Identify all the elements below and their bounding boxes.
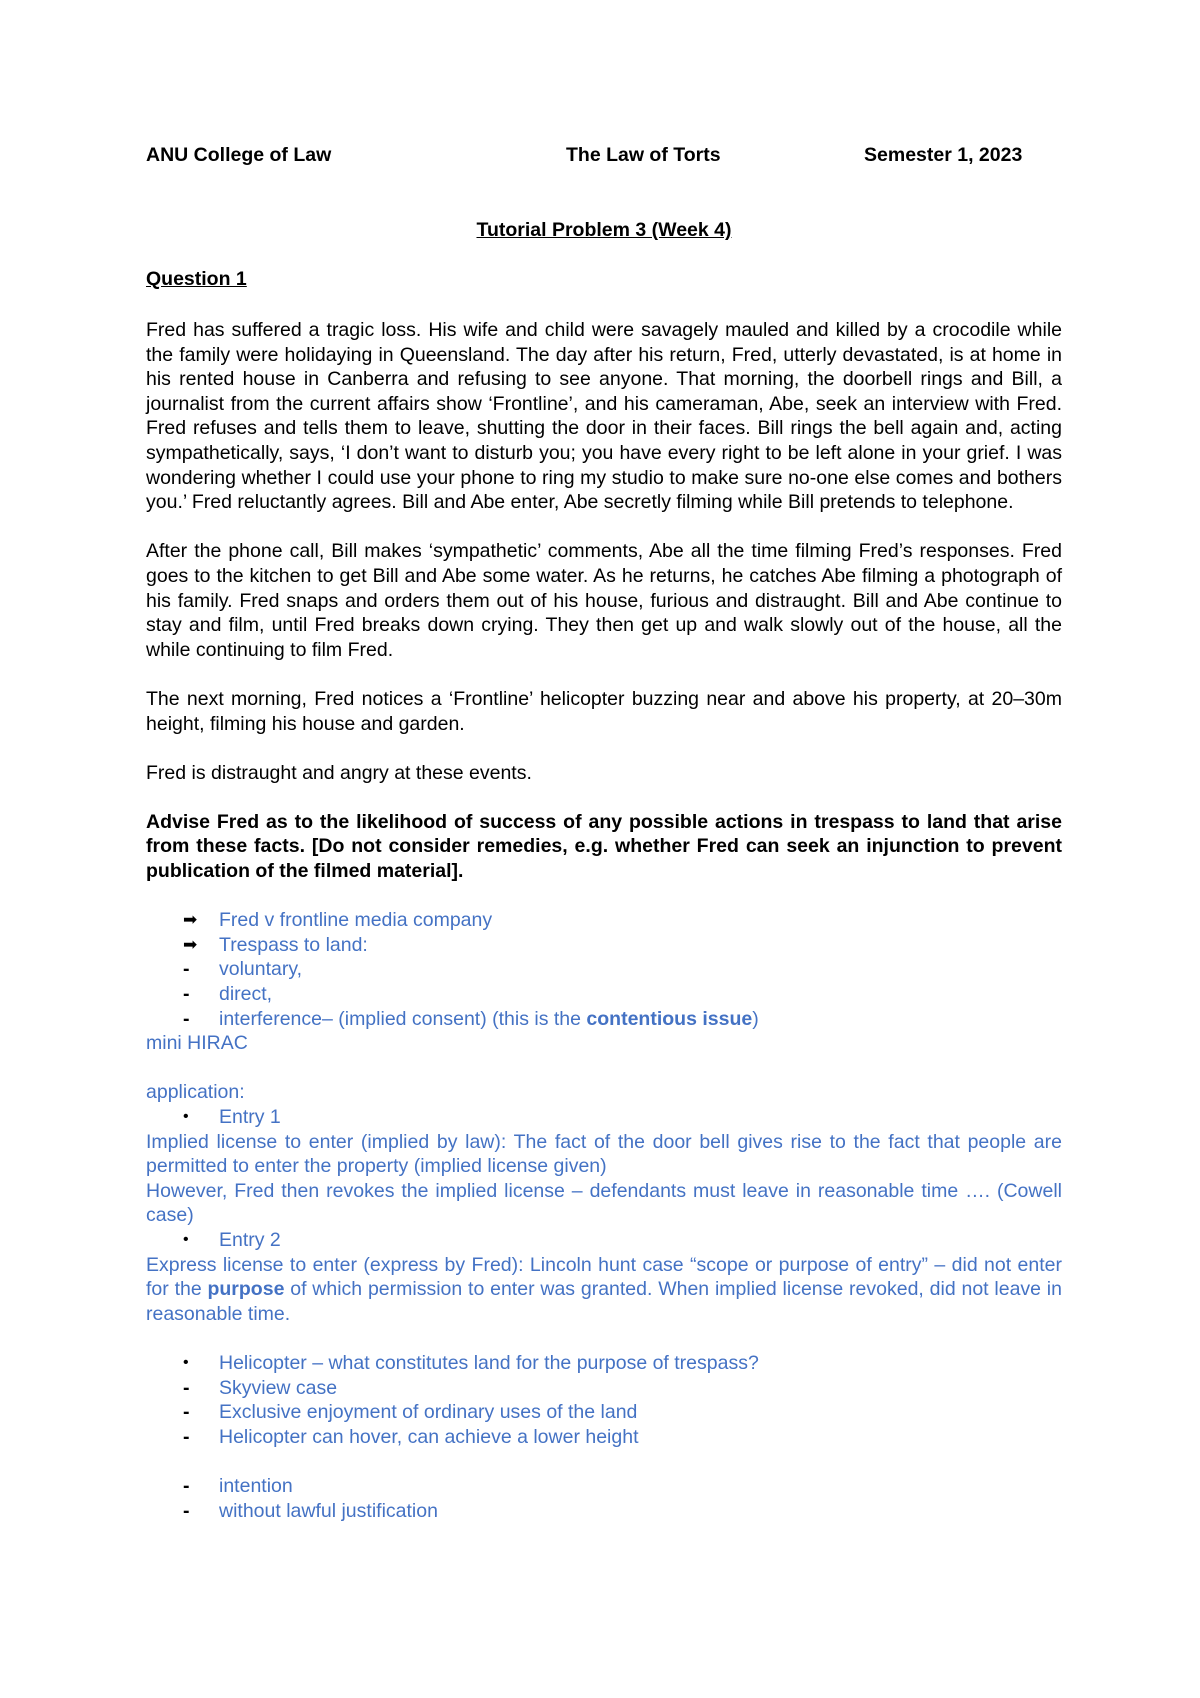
dash-icon: - bbox=[183, 983, 190, 1006]
dash-icon: - bbox=[183, 1425, 190, 1448]
list-item bbox=[146, 1400, 1062, 1425]
bullet-icon: • bbox=[183, 1230, 189, 1248]
list-item bbox=[146, 908, 1062, 933]
entry-2-label: Entry 2 bbox=[219, 1228, 281, 1251]
document-page bbox=[146, 0, 1062, 1698]
document-header bbox=[146, 144, 1062, 172]
list-item bbox=[146, 957, 1062, 982]
student-notes bbox=[146, 908, 1062, 1523]
page-title: Tutorial Problem 3 (Week 4) bbox=[476, 219, 732, 241]
facts-paragraph-2: After the phone call, Bill makes ‘sympathetic’ comments, Abe all the time filming Fred’s responses. Fred goes to the kitchen to get Bill and Abe some water. As he returns, he catches Abe filming a photograph of his family. Fred snaps and orders them out of his house, furious and distraught. Bill and Abe continue to stay and film, until Fred breaks down crying. They then get up and walk slowly out of the house, all the while continuing to film Fred. bbox=[146, 540, 1062, 661]
header-semester: Semester 1, 2023 bbox=[864, 144, 1023, 166]
spacer bbox=[146, 1326, 1062, 1351]
question-heading: Question 1 bbox=[146, 268, 247, 290]
list-item-text: Fred v frontline media company bbox=[219, 909, 493, 932]
entry-1-list bbox=[146, 1105, 1062, 1130]
list-item bbox=[146, 1228, 1062, 1253]
arrow-icon: ➡ bbox=[183, 910, 198, 930]
list-item-text: Skyview case bbox=[219, 1376, 338, 1399]
list-item-text: Exclusive enjoyment of ordinary uses of the land bbox=[219, 1401, 638, 1424]
list-item bbox=[146, 1425, 1062, 1450]
facts-paragraph-1: Fred has suffered a tragic loss. His wife and child were savagely mauled and killed by a crocodile while the family were holidaying in Queensland. The day after his return, Fred, utterly devastated, is at home in his rented house in Canberra and refusing to see anyone. That morning, the doorbell rings and Bill, a journalist from the current affairs show ‘Frontline’, and his cameraman, Abe, seek an interview with Fred. Fred refuses and tells them to leave, shutting the door in their faces. Bill rings the bell again and, acting sympathetically, says, ‘I don’t want to disturb you; you have every right to be left alone in your grief. I was wondering whether I could use your phone to ring my studio to make sure no-one else comes and bothers you.’ Fred reluctantly agrees. Bill and Abe enter, Abe secretly filming while Bill pretends to telephone. bbox=[146, 319, 1062, 514]
facts-paragraph-4: Fred is distraught and angry at these events. bbox=[146, 761, 532, 784]
list-item bbox=[146, 1105, 1062, 1130]
list-item bbox=[146, 933, 1062, 958]
document-body bbox=[146, 318, 1062, 1523]
list-item-text: Trespass to land: bbox=[219, 933, 368, 956]
list-item bbox=[146, 1474, 1062, 1499]
contentious-issue-emphasis: contentious issue bbox=[586, 1007, 753, 1030]
dash-icon: - bbox=[183, 1474, 190, 1497]
header-course: The Law of Torts bbox=[566, 144, 721, 166]
list-item bbox=[146, 1499, 1062, 1524]
arrow-icon: ➡ bbox=[183, 934, 198, 954]
bullet-icon: • bbox=[183, 1108, 189, 1125]
spacer bbox=[146, 1449, 1062, 1474]
list-item bbox=[146, 1376, 1062, 1401]
list-item-text: Helicopter – what constitutes land for the purpose of trespass? bbox=[219, 1351, 759, 1374]
list-item-text: without lawful justification bbox=[219, 1499, 438, 1522]
list-item-text: voluntary, bbox=[219, 958, 303, 981]
dash-icon: - bbox=[183, 1499, 190, 1522]
list-item bbox=[146, 1351, 1062, 1376]
dash-icon: - bbox=[183, 958, 190, 981]
spacer bbox=[146, 1056, 1062, 1081]
dash-icon: - bbox=[183, 1376, 190, 1399]
helicopter-list bbox=[146, 1351, 1062, 1449]
list-item-text: intention bbox=[219, 1474, 293, 1497]
elements-list-2 bbox=[146, 1474, 1062, 1523]
dash-icon: - bbox=[183, 1401, 190, 1424]
list-item bbox=[146, 1007, 1062, 1032]
question-instruction: Advise Fred as to the likelihood of success of any possible actions in trespass to land that arise from these facts. [Do not consider remedies, e.g. whether Fred can seek an injunction to prevent publication of the filmed material]. bbox=[146, 810, 1062, 883]
list-item-text: Helicopter can hover, can achieve a lower height bbox=[219, 1425, 639, 1448]
mini-hirac-label: mini HIRAC bbox=[146, 1032, 248, 1055]
dash-icon: - bbox=[183, 1007, 190, 1030]
entry-2-suffix: of which permission to enter was granted. When implied license revoked, did not leave in reasonable time. bbox=[146, 1278, 1062, 1325]
entry-2-list bbox=[146, 1228, 1062, 1253]
interference-suffix: ) bbox=[752, 1007, 759, 1030]
application-label: application: bbox=[146, 1081, 245, 1104]
notes-list-elements bbox=[146, 908, 1062, 1031]
header-institution: ANU College of Law bbox=[146, 144, 332, 166]
entry-2-text bbox=[146, 1253, 1062, 1327]
interference-prefix: interference– (implied consent) (this is the bbox=[219, 1007, 587, 1030]
entry-1-text-2: However, Fred then revokes the implied license – defendants must leave in reasonable time …. (Cowell case) bbox=[146, 1179, 1062, 1227]
list-item-text: direct, bbox=[219, 983, 273, 1006]
purpose-emphasis: purpose bbox=[207, 1278, 285, 1301]
list-item bbox=[146, 982, 1062, 1007]
entry-2-prefix: Express license to enter (express by Fred): Lincoln hunt case “scope or purpose of entry” – did not enter for the bbox=[146, 1253, 1062, 1301]
facts-paragraph-3: The next morning, Fred notices a ‘Frontline’ helicopter buzzing near and above his property, at 20–30m height, filming his house and garden. bbox=[146, 687, 1062, 735]
entry-1-text-1: Implied license to enter (implied by law): The fact of the door bell gives rise to the fact that people are permitted to enter the property (implied license given) bbox=[146, 1130, 1062, 1178]
bullet-icon: • bbox=[183, 1353, 189, 1371]
entry-1-label: Entry 1 bbox=[219, 1106, 281, 1128]
